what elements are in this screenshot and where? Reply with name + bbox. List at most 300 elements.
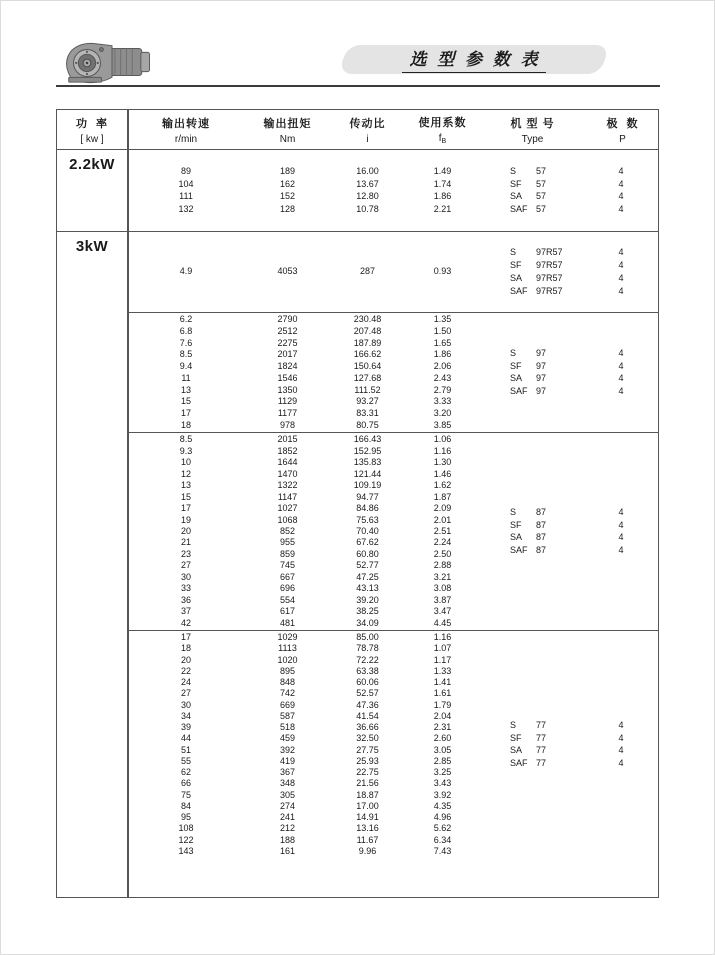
service-factor-cell: 1.62 [433,480,452,491]
poles-value: 4 [618,204,624,215]
table-row [127,733,480,744]
speed-cell: 51 [180,744,191,755]
data-rows-group [127,434,480,629]
type-model-label [480,261,584,270]
power-column-divider [127,110,129,897]
type-row [480,745,658,758]
speed-cell: 37 [180,606,191,617]
poles-value: 4 [618,247,624,258]
speed-cell: 18 [180,419,191,430]
service-factor-cell: 3.87 [433,594,452,605]
poles-value: 4 [618,347,624,358]
type-rows-group [480,233,658,311]
ratio-cell: 72.22 [356,654,379,665]
type-series-prefix: SF [510,178,522,189]
table-row [127,700,480,711]
type-series-prefix: SF [510,360,522,371]
poles-value: 4 [618,360,624,371]
speed-cell: 27 [180,688,191,699]
ratio-cell: 17.00 [356,800,379,811]
type-row [480,385,658,398]
service-factor-cell: 1.07 [433,643,452,654]
torque-cell: 1177 [277,407,298,418]
ratio-cell: 207.48 [353,326,382,337]
table-row [127,745,480,756]
data-rows-group [127,151,480,230]
table-row [127,419,480,431]
torque-cell: 152 [279,191,296,202]
service-factor-cell: 2.85 [433,755,452,766]
ratio-cell: 52.77 [356,560,379,571]
type-rows-group [480,632,658,857]
table-row [127,606,480,617]
service-factor-cell: 1.86 [433,191,452,202]
header-output-speed: 输出转速 r/min [162,117,210,145]
speed-cell: 13 [180,480,191,491]
service-factor-cell: 2.51 [433,526,452,536]
type-model-label [480,180,584,189]
table-row [127,166,480,178]
ratio-cell: 127.68 [353,372,382,383]
torque-cell: 1029 [277,632,298,643]
poles-value: 4 [618,745,624,756]
section-blocks [127,150,658,231]
ratio-cell: 75.63 [356,514,379,525]
ratio-cell: 287 [359,266,376,277]
torque-cell: 2275 [277,337,298,348]
torque-cell: 459 [279,733,296,744]
service-factor-cell: 2.60 [433,733,452,744]
service-factor-cell: 2.43 [433,372,452,383]
service-factor-cell: 0.93 [433,266,452,277]
table-row [127,688,480,699]
table-row [127,618,480,629]
service-factor-cell: 1.16 [433,445,452,456]
speed-cell: 17 [180,632,191,643]
table-row [127,191,480,203]
table-row [127,595,480,606]
service-factor-cell: 1.49 [433,166,452,177]
type-row [480,259,658,272]
poles-value: 4 [618,545,624,556]
ratio-cell: 109.19 [353,480,382,491]
speed-cell: 9.4 [179,361,193,372]
page-title-text: 选 型 参 数 表 [402,45,547,73]
poles-value: 4 [618,191,624,202]
type-series-prefix: S [510,247,517,258]
table-body [57,150,658,897]
service-factor-cell: 1.17 [433,654,452,665]
type-series-prefix: SAF [510,545,528,556]
service-factor-cell: 1.61 [433,688,452,699]
type-row [480,178,658,191]
type-size-number: 77 [536,758,547,769]
type-model-label [480,287,584,296]
service-factor-cell: 2.09 [433,503,452,514]
table-row [127,722,480,733]
service-factor-cell: 1.35 [433,314,452,325]
ratio-cell: 70.40 [356,526,379,536]
type-size-number: 77 [536,732,547,743]
type-model-label [480,167,584,176]
speed-cell: 9.3 [179,445,193,456]
ratio-cell: 22.75 [356,767,379,778]
table-row [127,326,480,338]
service-factor-cell: 4.35 [433,800,452,811]
ratio-cell: 67.62 [356,537,379,548]
type-size-number: 97 [536,347,547,358]
ratio-cell: 152.95 [353,445,382,456]
ratio-cell: 83.31 [356,407,379,418]
type-series-prefix: SF [510,519,522,530]
torque-cell: 367 [279,767,296,778]
ratio-cell: 94.77 [356,491,379,502]
ratio-cell: 27.75 [356,744,379,755]
torque-cell: 2512 [277,326,298,337]
type-row [480,165,658,178]
speed-cell: 122 [178,834,194,845]
type-model-label [480,546,584,555]
page-title [343,44,605,74]
poles-value: 4 [618,519,624,530]
type-rows-group [480,314,658,431]
table-row [127,666,480,677]
poles-value: 4 [618,373,624,384]
ratio-cell: 60.06 [356,677,379,688]
torque-cell: 274 [279,800,296,811]
service-factor-cell: 3.05 [433,744,452,755]
type-size-number: 87 [536,506,547,517]
service-factor-cell: 6.34 [433,834,452,845]
speed-cell: 24 [180,677,191,688]
ratio-cell: 63.38 [356,665,379,676]
power-rating-label: 2.2kW [69,156,115,173]
table-row [127,677,480,688]
torque-cell: 848 [279,677,296,688]
type-size-number: 77 [536,719,547,730]
table-row [127,549,480,560]
service-factor-cell: 3.21 [433,571,452,582]
torque-cell: 1546 [277,372,298,383]
speed-cell: 111 [179,191,193,202]
torque-cell: 859 [279,548,296,559]
ratio-cell: 32.50 [356,733,379,744]
speed-cell: 34 [180,710,191,721]
table-row [127,526,480,537]
speed-cell: 19 [180,514,191,525]
torque-cell: 2015 [277,434,298,445]
data-rows-group [127,314,480,431]
torque-cell: 518 [279,722,296,733]
type-model-label [480,721,584,730]
ratio-cell: 39.20 [356,594,379,605]
service-factor-cell: 1.06 [433,434,452,445]
speed-cell: 62 [180,767,191,778]
service-factor-cell: 1.74 [433,178,452,189]
ratio-cell: 11.67 [356,834,379,845]
poles-value: 4 [618,178,624,189]
service-factor-cell: 2.01 [433,514,452,525]
table-row [127,314,480,326]
table-row [127,396,480,408]
torque-cell: 241 [279,812,296,823]
speed-cell: 36 [180,594,191,605]
poles-value: 4 [618,532,624,543]
type-size-number: 97 [536,373,547,384]
service-factor-cell: 1.46 [433,468,452,479]
torque-cell: 4053 [277,266,298,277]
table-row [127,572,480,583]
torque-cell: 419 [279,755,296,766]
table-row [127,846,480,857]
service-factor-cell: 2.31 [433,722,452,733]
header-output-torque: 输出扭矩 Nm [263,117,312,145]
type-series-prefix: SF [510,260,522,271]
table-row [127,756,480,767]
power-section-2-2kw [57,150,658,232]
type-size-number: 77 [536,745,547,756]
ratio-cell: 21.56 [356,778,379,789]
type-series-prefix: S [510,506,517,517]
service-factor-cell: 1.33 [433,665,452,676]
speed-cell: 6.8 [179,326,193,337]
type-series-prefix: S [510,719,517,730]
type-model-label [480,349,584,358]
ratio-cell: 60.80 [356,548,379,559]
gear-ratio-block [127,150,658,231]
type-series-prefix: S [510,347,517,358]
power-rating-label: 3kW [75,238,109,255]
poles-value: 4 [618,758,624,769]
table-row [127,468,480,479]
speed-cell: 75 [180,789,191,800]
service-factor-cell: 3.43 [433,778,452,789]
table-row [127,823,480,834]
speed-cell: 89 [180,166,191,177]
type-row [480,373,658,386]
ratio-cell: 43.13 [356,583,379,594]
speed-cell: 33 [180,583,191,594]
ratio-cell: 93.27 [356,396,379,407]
type-size-number: 87 [536,545,547,556]
table-row [127,408,480,420]
data-rows-group [127,233,480,311]
torque-cell: 1470 [277,468,298,479]
table-row [127,373,480,385]
type-model-label [480,248,584,257]
service-factor-cell: 3.92 [433,789,452,800]
poles-value: 4 [618,386,624,397]
table-row [127,480,480,491]
torque-cell: 1113 [278,643,297,654]
service-factor-cell: 2.06 [433,361,452,372]
ratio-cell: 18.87 [356,789,379,800]
ratio-cell: 13.67 [356,178,379,189]
type-size-number: 87 [536,532,547,543]
gear-ratio-block [127,630,658,897]
type-size-number: 57 [536,178,547,189]
table-row [127,812,480,823]
type-series-prefix: SF [510,732,522,743]
type-model-label [480,734,584,743]
table-row [127,767,480,778]
poles-value: 4 [618,260,624,271]
ratio-cell: 25.93 [356,755,379,766]
ratio-cell: 47.25 [356,571,379,582]
torque-cell: 745 [279,560,296,571]
torque-cell: 212 [279,823,296,834]
ratio-cell: 85.00 [356,632,379,643]
type-row [480,191,658,204]
data-rows-group [127,632,480,857]
type-size-number: 97R57 [536,272,563,283]
type-row [480,246,658,259]
type-model-label [480,205,584,214]
type-row [480,285,658,298]
service-factor-cell: 1.65 [433,337,452,348]
service-factor-cell: 1.16 [433,632,452,643]
type-size-number: 97R57 [536,260,563,271]
speed-cell: 18 [180,643,191,654]
type-series-prefix: S [510,165,517,176]
speed-cell: 42 [180,617,191,628]
ratio-cell: 16.00 [356,166,379,177]
speed-cell: 23 [180,548,191,559]
type-series-prefix: SAF [510,386,528,397]
speed-cell: 84 [180,800,191,811]
type-row [480,757,658,770]
torque-cell: 188 [279,834,296,845]
torque-cell: 1322 [277,480,298,491]
type-series-prefix: SA [510,745,523,756]
type-row [480,544,658,557]
speed-cell: 55 [180,755,191,766]
type-row [480,347,658,360]
service-factor-cell: 4.45 [433,617,452,628]
type-model-label [480,362,584,371]
speed-cell: 27 [180,560,191,571]
speed-cell: 20 [180,654,191,665]
ratio-cell: 150.64 [353,361,382,372]
torque-cell: 162 [279,178,296,189]
torque-cell: 2017 [277,349,298,360]
speed-cell: 17 [180,503,191,514]
type-series-prefix: SA [510,191,523,202]
poles-value: 4 [618,732,624,743]
gearmotor-product-photo [59,37,165,87]
torque-cell: 669 [279,699,296,710]
speed-cell: 7.6 [179,337,193,348]
type-series-prefix: SA [510,272,523,283]
ratio-cell: 13.16 [356,823,379,834]
torque-cell: 742 [279,688,296,699]
gear-ratio-block [127,312,658,432]
speed-cell: 30 [180,571,191,582]
table-row [127,491,480,502]
speed-cell: 15 [180,396,191,407]
ratio-cell: 38.25 [356,606,379,617]
type-model-label [480,759,584,768]
table-row [127,655,480,666]
ratio-cell: 12.80 [356,191,379,202]
torque-cell: 1824 [277,361,298,372]
ratio-cell: 9.96 [358,845,377,856]
torque-cell: 955 [279,537,296,548]
ratio-cell: 121.44 [353,468,382,479]
torque-cell: 1020 [277,654,298,665]
torque-cell: 554 [279,594,296,605]
torque-cell: 1852 [277,445,298,456]
service-factor-cell: 2.50 [433,548,452,559]
table-row [127,643,480,654]
type-size-number: 97 [536,386,547,397]
speed-cell: 39 [180,722,191,733]
header-ratio: 传动比 i [349,117,386,145]
speed-cell: 30 [180,699,191,710]
type-model-label [480,274,584,283]
type-size-number: 97R57 [536,247,563,258]
type-model-label [480,387,584,396]
type-row [480,272,658,285]
ratio-cell: 47.36 [356,699,379,710]
torque-cell: 667 [279,571,296,582]
type-model-label [480,521,584,530]
type-series-prefix: SAF [510,285,528,296]
ratio-cell: 187.89 [353,337,382,348]
table-row [127,384,480,396]
table-row [127,711,480,722]
speed-cell: 66 [180,778,191,789]
torque-cell: 2790 [277,314,298,325]
table-row [127,503,480,514]
speed-cell: 20 [180,526,191,536]
torque-cell: 392 [279,744,296,755]
header-power: 功 率 [ kw ] [75,117,109,145]
torque-cell: 128 [279,203,296,214]
speed-cell: 4.9 [179,266,193,277]
torque-cell: 161 [279,845,296,856]
poles-value: 4 [618,272,624,283]
table-row [127,632,480,643]
speed-cell: 44 [180,733,191,744]
torque-cell: 189 [279,166,296,177]
service-factor-cell: 1.86 [433,349,452,360]
speed-cell: 108 [178,823,194,834]
type-series-prefix: SAF [510,204,528,215]
gear-ratio-block [127,432,658,630]
torque-cell: 895 [279,665,296,676]
torque-cell: 348 [279,778,296,789]
speed-cell: 95 [180,812,191,823]
type-rows-group [480,434,658,629]
poles-value: 4 [618,285,624,296]
service-factor-cell: 2.79 [433,384,452,395]
table-row [127,790,480,801]
power-section-3kw [57,232,658,897]
table-row [127,178,480,190]
service-factor-cell: 7.43 [433,845,452,856]
table-row [127,349,480,361]
table-row [127,445,480,456]
ratio-cell: 41.54 [356,710,379,721]
torque-cell: 305 [279,789,296,800]
header-service-factor: 使用系数 $f_B$ [418,117,467,145]
type-size-number: 97R57 [536,285,563,296]
service-factor-cell: 1.30 [433,457,452,468]
type-series-prefix: SA [510,373,523,384]
selection-parameter-table [56,109,659,898]
torque-cell: 1644 [277,457,298,468]
